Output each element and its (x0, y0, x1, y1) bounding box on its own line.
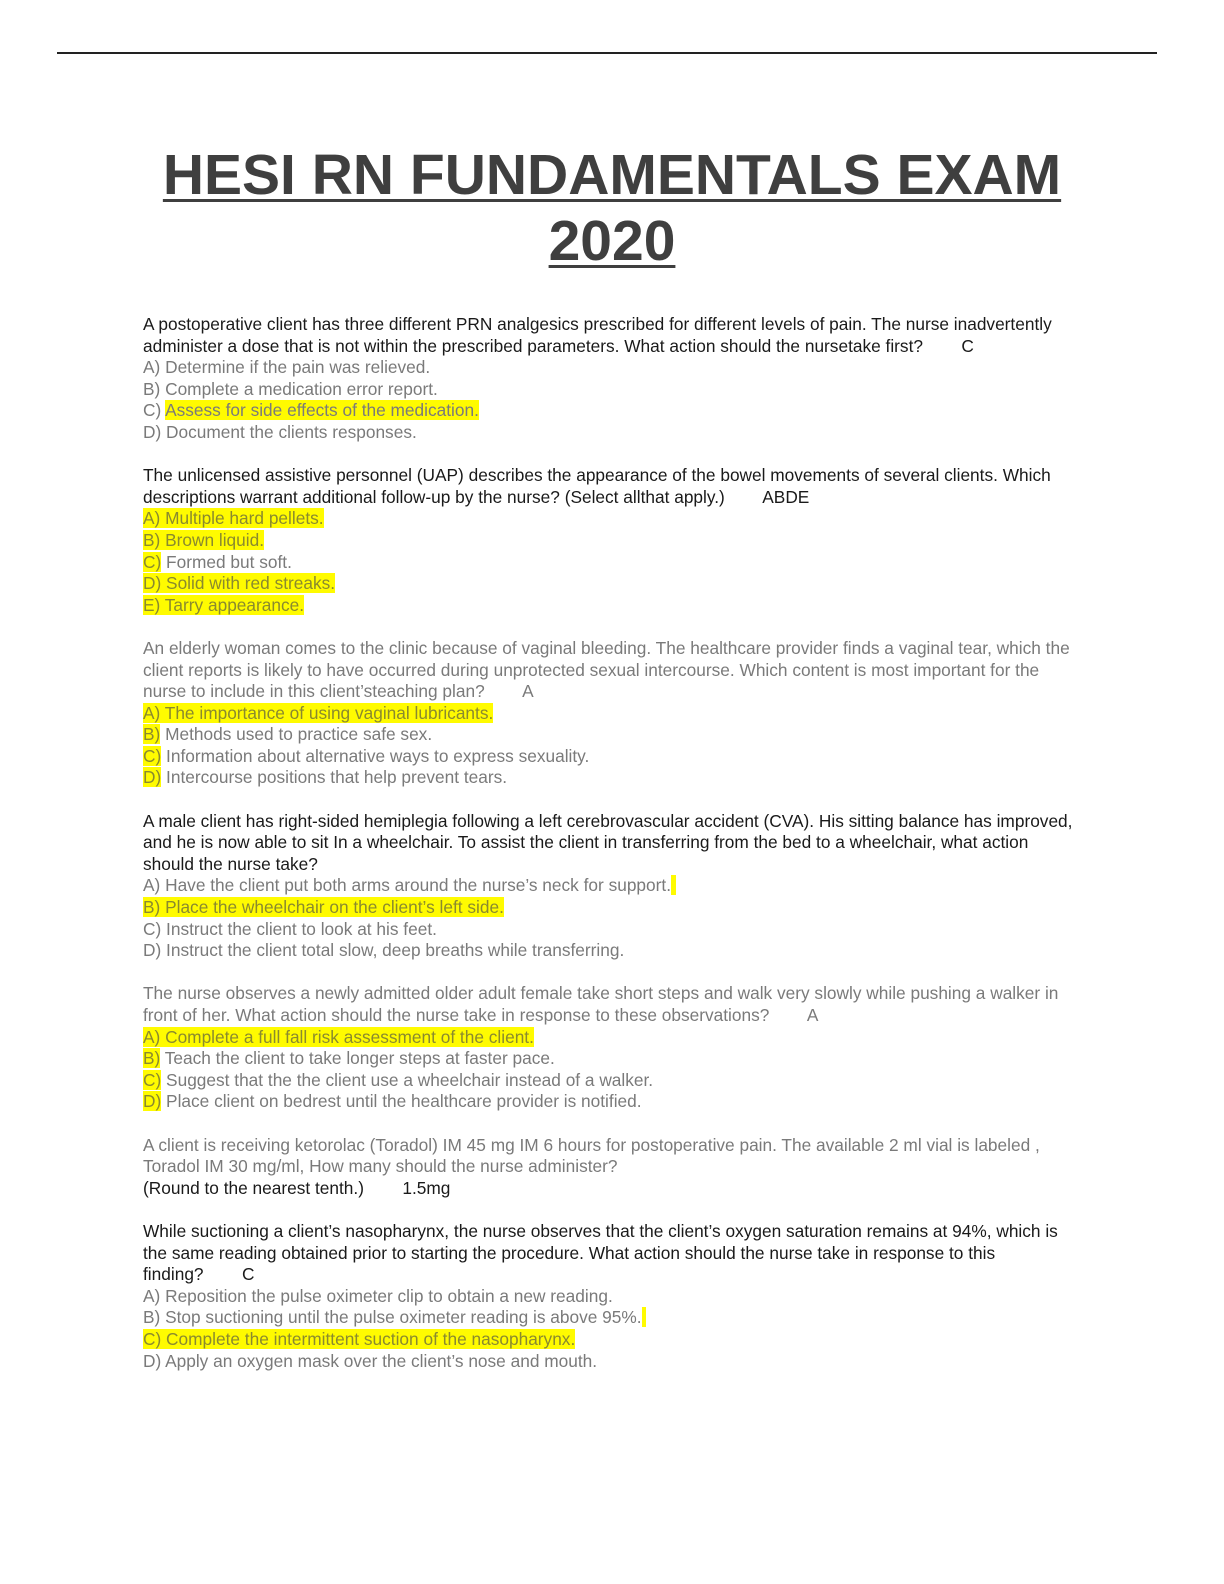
option-d (143, 573, 1083, 595)
option-c: C) Suggest that the the client use a wheelchair instead of a walker. (143, 1069, 654, 1090)
option-a: A) Have the client put both arms around the nurse’s neck for support. (143, 875, 1083, 897)
question-stem: The unlicensed assistive personnel (UAP) describes the appearance of the bowel movements of several clients. Which descriptions warrant additional follow-up by the nurse? (Select allthat apply.) (143, 465, 1056, 507)
highlighted-answer: E) Tarry appearance. (143, 594, 305, 615)
highlighted-answer: A) Multiple hard pellets. (143, 508, 324, 529)
option-e (143, 595, 1083, 617)
option-d: D) Place client on bedrest until the healthcare provider is notified. (143, 1091, 642, 1112)
title-line-2: 2020 (548, 209, 676, 273)
question-stem: A male client has right-sided hemiplegia following a left cerebrovascular accident (CVA). His sitting balance has improved, and he is now able to sit In a wheelchair. To assist the client in transferring from the bed to a wheelchair, what action should the nurse take? (143, 810, 1078, 874)
highlighted-answer: B) Brown liquid. (143, 529, 265, 550)
question-7 (143, 1221, 1083, 1372)
answer-key: A (522, 681, 534, 702)
question-2 (143, 465, 1083, 616)
question-stem: The nurse observes a newly admitted older adult female take short steps and walk very slowly while pushing a walker in front of her. What action should the nurse take in response to these observations? (143, 983, 1064, 1025)
highlighted-answer: A) The importance of using vaginal lubricants. (143, 702, 494, 723)
option-b: B) Methods used to practice safe sex. (143, 724, 433, 745)
answer-key: C (241, 1264, 255, 1285)
question-stem: An elderly woman comes to the clinic because of vaginal bleeding. The healthcare provider finds a vaginal tear, which the client reports is likely to have occurred during unprotected sexual intercourse. Which content is most important for the nurse to include in this client’steaching plan? (143, 637, 1075, 702)
option-b: B) Stop suctioning until the pulse oximeter reading is above 95%. (143, 1307, 1083, 1329)
highlighted-answer: D) Solid with red streaks. (143, 573, 336, 594)
question-stem: While suctioning a client’s nasopharynx, the nurse observes that the client’s oxygen saturation remains at 94%, which is the same reading obtained prior to starting the procedure. What action should the nurse take in response to this finding? (143, 1220, 1063, 1285)
option-c: C) Instruct the client to look at his feet. (143, 918, 437, 939)
rounding-instruction: (Round to the nearest tenth.) (143, 1177, 364, 1198)
answer-key: C (961, 335, 974, 356)
option-b (143, 897, 1083, 919)
highlighted-answer: Assess for side effects of the medication. (165, 400, 479, 421)
option-a (143, 508, 1083, 530)
question-3 (143, 638, 1083, 789)
option-a: A) Determine if the pain was relieved. (143, 357, 431, 378)
answer-key: A (806, 1005, 819, 1025)
option-c: C) Information about alternative ways to express sexuality. (143, 745, 590, 766)
highlighted-answer: B) Place the wheelchair on the client’s left side. (143, 897, 504, 918)
answer-key: 1.5mg (402, 1177, 451, 1198)
highlighted-answer: C) Complete the intermittent suction of the nasopharynx. (143, 1328, 576, 1349)
question-list (143, 314, 1083, 1394)
option-a: A) Reposition the pulse oximeter clip to obtain a new reading. (143, 1285, 613, 1306)
option-b: B) Teach the client to take longer steps at faster pace. (143, 1048, 555, 1069)
option-a (143, 1027, 1083, 1049)
option-b (143, 530, 1083, 552)
option-d: D) Apply an oxygen mask over the client’s nose and mouth. (143, 1350, 598, 1371)
option-a (143, 703, 1083, 725)
question-5 (143, 983, 1083, 1113)
option-d: D) Document the clients responses. (143, 421, 417, 442)
question-4 (143, 811, 1083, 962)
title-line-1: HESI RN FUNDAMENTALS EXAM (162, 143, 1062, 207)
answer-key: ABDE (762, 486, 810, 507)
document-title (0, 142, 1224, 274)
option-c (143, 1329, 1083, 1351)
question-stem: A client is receiving ketorolac (Toradol) IM 45 mg IM 6 hours for postoperative pain. The available 2 ml vial is labeled , Toradol IM 30 mg/ml, How many should the nurse administer? (143, 1134, 1045, 1177)
top-rule (57, 52, 1157, 54)
option-c: C) Assess for side effects of the medication. (143, 400, 479, 421)
option-d: D) Intercourse positions that help prevent tears. (143, 767, 508, 788)
highlighted-answer: A) Complete a full fall risk assessment of the client. (143, 1026, 534, 1047)
option-d: D) Instruct the client total slow, deep breaths while transferring. (143, 940, 625, 961)
question-1 (143, 314, 1083, 444)
option-b: B) Complete a medication error report. (143, 378, 438, 399)
question-stem: A postoperative client has three different PRN analgesics prescribed for different levels of pain. The nurse inadvertently administer a dose that is not within the prescribed parameters. What action should the nursetake first? (143, 314, 1057, 356)
option-c: C) Formed but soft. (143, 551, 292, 572)
question-6 (143, 1135, 1083, 1200)
